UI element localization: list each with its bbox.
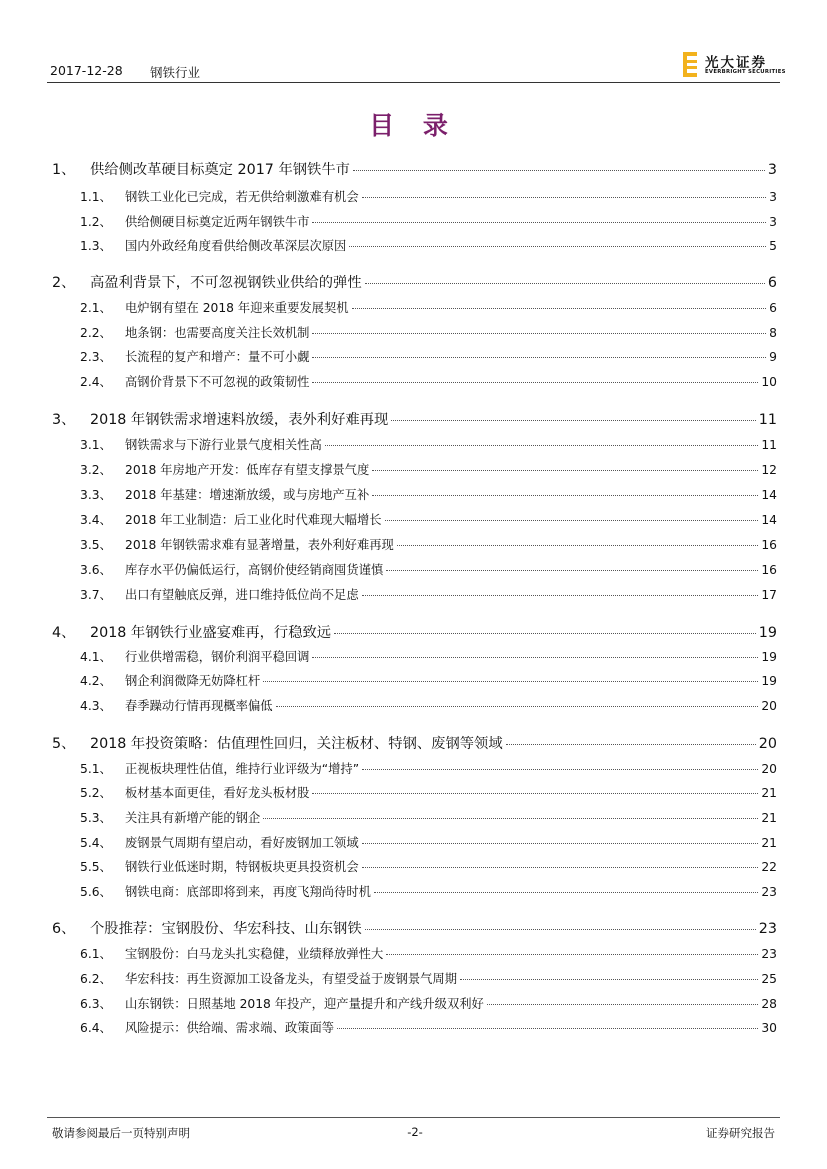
toc-entry-number: 3.6、	[80, 563, 112, 577]
toc-leader-dots	[263, 818, 758, 819]
toc-entry-number: 5.1、	[80, 762, 112, 776]
toc-entry-page: 23	[758, 921, 777, 937]
toc-entry-title: 行业供增需稳，钢价利润平稳回调	[125, 650, 310, 664]
logo-text-en: EVERBRIGHT SECURITIES	[705, 69, 786, 75]
toc-chapter-row[interactable]	[52, 622, 777, 642]
toc-entry-number: 3.3、	[80, 488, 112, 502]
toc-leader-dots	[349, 246, 766, 247]
toc-entry-number: 2、	[52, 275, 76, 291]
toc-entry-number: 1.3、	[80, 239, 112, 253]
toc-entry-number: 5.3、	[80, 811, 112, 825]
toc-section-row[interactable]	[80, 833, 777, 851]
toc-entry-number: 6.3、	[80, 997, 112, 1011]
toc-entry-title: 2018 年钢铁行业盛宴难再，行稳致远	[90, 625, 332, 641]
toc-entry-number: 3.1、	[80, 438, 112, 452]
toc-entry-title: 2018 年工业制造：后工业化时代难现大幅增长	[125, 513, 382, 527]
toc-entry-title: 2018 年钢铁需求增速料放缓，表外利好难再现	[90, 412, 389, 428]
toc-entry-title: 2018 年基建：增速渐放缓，或与房地产互补	[125, 488, 370, 502]
toc-entry-number: 4.2、	[80, 674, 112, 688]
toc-entry-page: 6	[767, 275, 777, 291]
toc-chapter-row[interactable]	[52, 409, 777, 429]
toc-entry-number: 5.2、	[80, 786, 112, 800]
toc-leader-dots	[391, 420, 756, 421]
toc-entry-number: 6.2、	[80, 972, 112, 986]
toc-section-row[interactable]	[80, 372, 777, 390]
toc-title: 目 录	[369, 111, 458, 140]
toc-section-row[interactable]	[80, 882, 777, 900]
toc-entry-page: 17	[761, 588, 777, 602]
toc-entry-number: 4、	[52, 625, 76, 641]
footer-disclaimer: 敬请参阅最后一页特别声明	[52, 1126, 190, 1140]
toc-entry-number: 2.1、	[80, 301, 112, 315]
toc-leader-dots	[353, 170, 765, 171]
toc-section-row[interactable]	[80, 969, 777, 987]
toc-entry-title: 高盈利背景下，不可忽视钢铁业供给的弹性	[90, 275, 362, 291]
toc-entry-page: 20	[758, 736, 777, 752]
toc-section-row[interactable]	[80, 460, 777, 478]
toc-leader-dots	[487, 1004, 759, 1005]
toc-entry-page: 23	[761, 947, 777, 961]
toc-entry-page: 6	[769, 301, 777, 315]
toc-entry-number: 6、	[52, 921, 76, 937]
toc-section-row[interactable]	[80, 696, 777, 714]
toc-entry-title: 板材基本面更佳，看好龙头板材股	[125, 786, 310, 800]
toc-leader-dots	[362, 867, 759, 868]
toc-entry-page: 11	[758, 412, 777, 428]
toc-entry-page: 19	[758, 625, 777, 641]
toc-entry-page: 25	[761, 972, 777, 986]
logo-mark-icon	[683, 52, 701, 77]
toc-leader-dots	[362, 197, 767, 198]
toc-leader-dots	[362, 595, 759, 596]
toc-entry-page: 3	[769, 215, 777, 229]
footer-report-type: 证券研究报告	[706, 1126, 775, 1140]
toc-entry-title: 高钢价背景下不可忽视的政策韧性	[125, 375, 310, 389]
toc-entry-page: 21	[761, 811, 777, 825]
toc-leader-dots	[362, 769, 758, 770]
toc-section-row[interactable]	[80, 212, 777, 230]
toc-entry-number: 5、	[52, 736, 76, 752]
toc-chapter-row[interactable]	[52, 733, 777, 753]
toc-entry-number: 3、	[52, 412, 76, 428]
toc-entry-title: 电炉钢有望在 2018 年迎来重要发展契机	[125, 301, 349, 315]
toc-entry-number: 1.1、	[80, 190, 112, 204]
toc-leader-dots	[386, 570, 758, 571]
toc-entry-page: 12	[761, 463, 777, 477]
toc-leader-dots	[263, 681, 758, 682]
toc-leader-dots	[374, 892, 758, 893]
toc-entry-title: 供给侧硬目标奠定近两年钢铁牛市	[125, 215, 310, 229]
toc-leader-dots	[365, 929, 756, 930]
footer-divider	[47, 1117, 780, 1118]
toc-leader-dots	[397, 545, 758, 546]
toc-leader-dots	[276, 706, 759, 707]
toc-leader-dots	[337, 1028, 758, 1029]
toc-entry-title: 地条钢：也需要高度关注长效机制	[125, 326, 310, 340]
toc-entry-title: 长流程的复产和增产：量不可小觑	[125, 350, 310, 364]
toc-leader-dots	[372, 495, 758, 496]
toc-leader-dots	[334, 633, 756, 634]
toc-entry-number: 6.1、	[80, 947, 112, 961]
toc-entry-title: 个股推荐：宝钢股份、华宏科技、山东钢铁	[90, 921, 362, 937]
toc-section-row[interactable]	[80, 1018, 777, 1036]
toc-entry-page: 10	[761, 375, 777, 389]
toc-entry-title: 华宏科技：再生资源加工设备龙头，有望受益于废钢景气周期	[125, 972, 458, 986]
toc-entry-number: 4.1、	[80, 650, 112, 664]
toc-entry-page: 20	[761, 699, 777, 713]
toc-section-row[interactable]	[80, 585, 777, 603]
toc-entry-page: 5	[769, 239, 777, 253]
toc-leader-dots	[365, 283, 765, 284]
toc-entry-title: 关注具有新增产能的钢企	[125, 811, 261, 825]
toc-entry-page: 16	[761, 538, 777, 552]
toc-entry-number: 4.3、	[80, 699, 112, 713]
toc-section-row[interactable]	[80, 759, 777, 777]
toc-entry-page: 28	[761, 997, 777, 1011]
toc-section-row[interactable]	[80, 808, 777, 826]
toc-entry-number: 2.4、	[80, 375, 112, 389]
toc-entry-number: 5.4、	[80, 836, 112, 850]
toc-section-row[interactable]	[80, 323, 777, 341]
company-logo	[683, 51, 786, 81]
toc-entry-number: 3.7、	[80, 588, 112, 602]
toc-leader-dots	[506, 744, 756, 745]
toc-entry-page: 30	[761, 1021, 777, 1035]
toc-entry-page: 8	[769, 326, 777, 340]
toc-entry-title: 2018 年钢铁需求难有显著增量，表外利好难再现	[125, 538, 394, 552]
toc-section-row[interactable]	[80, 535, 777, 553]
toc-entry-number: 3.2、	[80, 463, 112, 477]
toc-leader-dots	[312, 333, 766, 334]
toc-leader-dots	[312, 657, 758, 658]
toc-entry-page: 11	[761, 438, 777, 452]
toc-section-row[interactable]	[80, 510, 777, 528]
toc-entry-title: 钢铁需求与下游行业景气度相关性高	[125, 438, 322, 452]
toc-chapter-row[interactable]	[52, 918, 777, 938]
toc-entry-title: 钢铁工业化已完成，若无供给刺激难有机会	[125, 190, 359, 204]
toc-entry-page: 21	[761, 836, 777, 850]
toc-section-row[interactable]	[80, 236, 777, 254]
toc-entry-page: 16	[761, 563, 777, 577]
toc-leader-dots	[312, 793, 758, 794]
toc-leader-dots	[362, 843, 759, 844]
toc-entry-page: 21	[761, 786, 777, 800]
toc-entry-page: 19	[761, 674, 777, 688]
toc-entry-title: 国内外政经角度看供给侧改革深层次原因	[125, 239, 347, 253]
toc-entry-page: 14	[761, 513, 777, 527]
toc-section-row[interactable]	[80, 783, 777, 801]
page-header	[47, 55, 786, 82]
toc-entry-title: 废钢景气周期有望启动，看好废钢加工领域	[125, 836, 359, 850]
toc-entry-number: 2.2、	[80, 326, 112, 340]
toc-entry-title: 钢铁行业低迷时期，特钢板块更具投资机会	[125, 860, 359, 874]
toc-entry-title: 宝钢股份：白马龙头扎实稳健，业绩释放弹性大	[125, 947, 384, 961]
toc-entry-number: 6.4、	[80, 1021, 112, 1035]
toc-section-row[interactable]	[80, 435, 777, 453]
toc-entry-title: 库存水平仍偏低运行，高钢价使经销商囤货谨慎	[125, 563, 384, 577]
toc-section-row[interactable]	[80, 187, 777, 205]
toc-section-row[interactable]	[80, 944, 777, 962]
toc-entry-number: 2.3、	[80, 350, 112, 364]
report-date: 2017-12-28	[50, 63, 123, 78]
toc-entry-page: 3	[769, 190, 777, 204]
toc-entry-page: 9	[769, 350, 777, 364]
toc-chapter-row[interactable]	[52, 272, 777, 292]
toc-leader-dots	[385, 520, 759, 521]
toc-entry-page: 19	[761, 650, 777, 664]
toc-entry-page: 3	[767, 162, 777, 178]
toc-entry-title: 2018 年投资策略：估值理性回归，关注板材、特钢、废钢等领域	[90, 736, 503, 752]
toc-entry-number: 5.6、	[80, 885, 112, 899]
toc-entry-title: 2018 年房地产开发：低库存有望支撑景气度	[125, 463, 370, 477]
toc-entry-title: 正视板块理性估值，维持行业评级为“增持”	[125, 762, 360, 776]
toc-entry-number: 5.5、	[80, 860, 112, 874]
toc-entry-title: 钢铁电商：底部即将到来，再度飞翔尚待时机	[125, 885, 371, 899]
toc-section-row[interactable]	[80, 671, 777, 689]
toc-leader-dots	[312, 382, 758, 383]
toc-section-row[interactable]	[80, 857, 777, 875]
toc-section-row[interactable]	[80, 347, 777, 365]
toc-leader-dots	[352, 308, 767, 309]
toc-entry-page: 23	[761, 885, 777, 899]
toc-entry-title: 山东钢铁：日照基地 2018 年投产，迎产量提升和产线升级双利好	[125, 997, 484, 1011]
toc-leader-dots	[312, 357, 766, 358]
toc-section-row[interactable]	[80, 647, 777, 665]
toc-chapter-row[interactable]	[52, 159, 777, 179]
toc-entry-page: 22	[761, 860, 777, 874]
toc-leader-dots	[325, 445, 759, 446]
toc-section-row[interactable]	[80, 298, 777, 316]
toc-leader-dots	[386, 954, 758, 955]
toc-entry-title: 供给侧改革硬目标奠定 2017 年钢铁牛市	[90, 162, 350, 178]
header-divider	[47, 82, 780, 83]
toc-section-row[interactable]	[80, 485, 777, 503]
toc-entry-title: 春季躁动行情再现概率偏低	[125, 699, 273, 713]
industry-label: 钢铁行业	[150, 65, 201, 80]
toc-entry-number: 3.4、	[80, 513, 112, 527]
page-number: -2-	[407, 1125, 423, 1139]
toc-section-row[interactable]	[80, 560, 777, 578]
toc-section-row[interactable]	[80, 994, 777, 1012]
toc-entry-title: 钢企利润微降无妨降杠杆	[125, 674, 261, 688]
toc-entry-title: 出口有望触底反弹，进口维持低位尚不足虑	[125, 588, 359, 602]
toc-leader-dots	[372, 470, 758, 471]
toc-entry-title: 风险提示：供给端、需求端、政策面等	[125, 1021, 335, 1035]
toc-entry-page: 14	[761, 488, 777, 502]
toc-leader-dots	[312, 222, 766, 223]
toc-entry-page: 20	[761, 762, 777, 776]
toc-entry-number: 3.5、	[80, 538, 112, 552]
toc-entry-number: 1.2、	[80, 215, 112, 229]
toc-entry-number: 1、	[52, 162, 76, 178]
toc-leader-dots	[460, 979, 758, 980]
logo-text-cn: 光大证券	[705, 55, 767, 71]
